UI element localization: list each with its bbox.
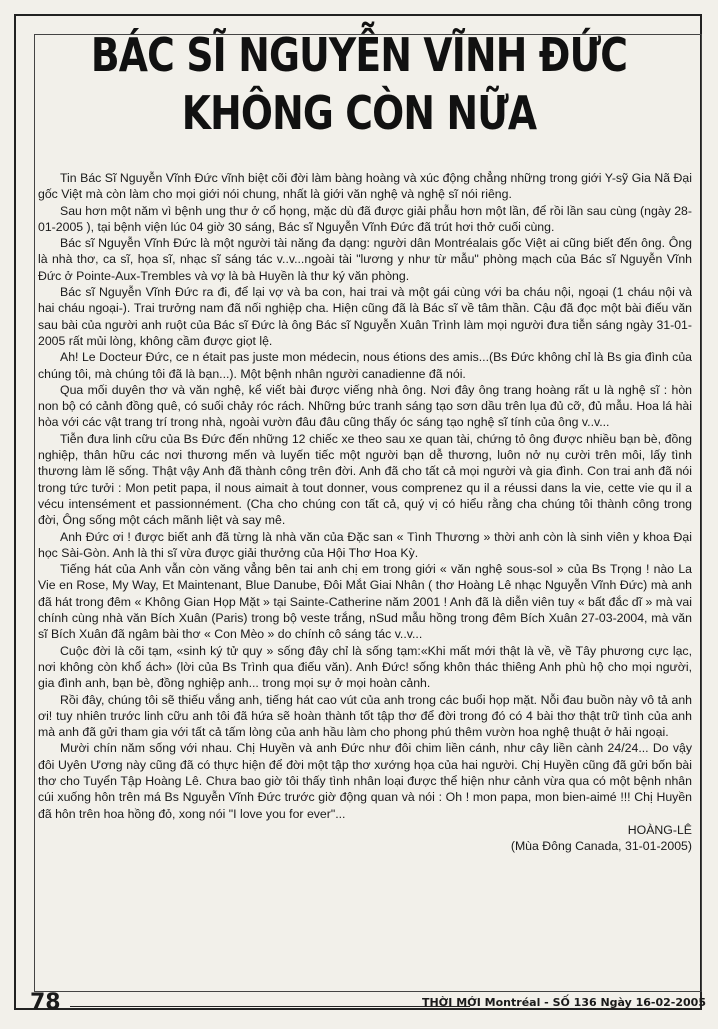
paragraph: Bác sĩ Nguyễn Vĩnh Đức là một người tài năng đa dạng: người dân Montréalais gốc Việt ai cũng biết đến ông. Ông là nhà thơ, ca sĩ, họa sĩ, nhạc sĩ sáng tác v..v...ngoài tài "lương y như từ mẫu" phòng mạch của Bác sĩ Nguyễn Vĩnh Đức ở Pointe-Aux-Trembles và vợ là bà Huyền là thư ký văn phòng. <box>38 236 692 283</box>
paragraph: Bác sĩ Nguyễn Vĩnh Đức ra đi, để lại vợ và ba con, hai trai và một gái cùng với ba cháu nội, ngoại (1 cháu nội và hai cháu ngoại-). Trai trưởng nam đã nối nghiệp cha. Hiện cũng đã là Bác sĩ về tâm thần. Cậu đã đọc một bài điếu văn sau bài của người anh ruột của Bác sĩ Đức là ông Bác sĩ Nguyễn Xuân Trình làm mọi người đưa tiễn sáng ngày 31-01-2005 rất mủi lòng, không cầm được giọt lệ. <box>38 285 692 348</box>
paragraph: Tin Bác Sĩ Nguyễn Vĩnh Đức vĩnh biệt cõi đời làm bàng hoàng và xúc động chẳng những trong giới Y-sỹ Gia Nã Đại gốc Việt mà còn làm cho mọi giới nói chung, nhất là giới văn nghệ và nghệ sĩ nói riêng. <box>38 171 692 202</box>
paragraph: Tiễn đưa linh cữu của Bs Đức đến những 12 chiếc xe theo sau xe quan tài, chứng tỏ ông được nhiều bạn bè, đồng nghiệp, thân hữu các nơi thương mến và luyến tiếc một người bạn dễ thương, luôn nở nụ cười trên môi, lấy tình thương làm lẽ sống. Thật vậy Anh đã thành công trên đời. Anh đã cho tất cả mọi người và gia đình. Con trai anh đã nói trong tức tưởi : Mon petit papa, il nous aimait à tout donner, vous comprenez qu il a réussi dans la vie, cette vie qu il a vécu intensément et passionnément. (Cha cho chúng con tất cả, quý vị có hiểu rằng cha chúng tôi thành công trong đời, Ông sống một cách mãnh liệt và say mê. <box>38 431 692 528</box>
article-body <box>38 170 692 854</box>
author-note: (Mùa Đông Canada, 31-01-2005) <box>510 839 692 854</box>
page-footer <box>30 990 710 1020</box>
paragraph: Tiếng hát của Anh vẫn còn văng vẳng bên tai anh chị em trong giới « văn nghệ sous-sol » của Bs Trọng ! nào La Vie en Rose, My Way, Et Maintenant, Blue Danube, Đôi Mắt Giai Nhân ( thơ Hoàng Lê nhạc Nguyễn Vĩnh Đức) mà anh đã hát trong đêm « Không Gian Họp Mặt » tại Sainte-Catherine năm 2001 ! Anh đã là diễn viên tuy « bất đắc dĩ » mà vai chính cùng nhà văn Bích Xuân (Paris) trong bộ veste trắng, nSud mẫu hồng trong đêm Bích Xuân 27-03-2004, mà văn sĩ Bích Xuân đã ngâm bài thơ « Con Mèo » do chính cô sáng tác v..v... <box>38 562 692 642</box>
paragraph: Mười chín năm sống với nhau. Chị Huyền và anh Đức như đôi chim liền cánh, như cây liền cành 24/24... Do vậy đôi Uyên Ương này cũng đã có thực hiện để đời một tập thơ xướng họa của hai người. Chị Huyền cũng đã gửi bốn bài thơ cho Tuyển Tập Hoàng Lê. Chưa bao giờ tôi thấy tình nhân loại được thể hiện như cảnh vừa qua có một bệnh nhân cúi xuống hôn trên má Bs Nguyễn Vĩnh Đức trước giờ động quan và nói : Oh ! mon papa, mon bien-aimé !!! Chị Huyền đã hôn trên hoa hồng đỏ, xong nói "I love you for ever"... <box>38 741 692 821</box>
title-line-1: BÁC SĨ NGUYỄN VĨNH ĐỨC <box>90 28 628 82</box>
publication-info: THỜI MỚI Montréal - SỐ 136 Ngày 16-02-2005 <box>421 996 706 1009</box>
author-name: HOÀNG-LÊ <box>627 822 692 837</box>
paragraph: Rồi đây, chúng tôi sẽ thiếu vắng anh, tiếng hát cao vút của anh trong các buổi họp mặt. Nỗi đau buồn này vô tả anh ơi! tuy nhiên trước linh cữu anh tôi đã hứa sẽ hoàn thành tốt tập thơ để đời trong đó có 4 bài thơ thật trữ tình của anh mà anh đã gửi tham gia với tất cả tấm lòng của anh hầu làm cho phong phú thêm vườn hoa nghệ thuật ở hải ngoại. <box>38 692 692 740</box>
title-line-2: KHÔNG CÒN NỮA <box>181 86 537 140</box>
footer-divider <box>70 1006 470 1007</box>
article-title <box>89 26 629 142</box>
paragraph: Sau hơn một năm vì bệnh ung thư ở cổ họng, mặc dù đã được giải phẫu hơn một lần, để rồi lần sau cùng (ngày 28-01-2005 ), tại bệnh viện lúc 04 giờ 30 sáng, Bác sĩ Nguyễn Vĩnh Đức đã trút hơi thở cuối cùng. <box>38 203 692 234</box>
paragraph: Cuộc đời là cõi tạm, «sinh ký tử quy » sống đây chỉ là sống tạm:«Khi mất mới thật là về, về Tây phương cực lạc, nơi không còn khổ ách» (lời của Bs Trình qua điếu văn). Anh Đức! sống khôn thác thiêng Anh phù hộ cho mọi người, gia đình anh, bạn bè, đồng nghiệp anh... trong mọi sự ở mọi hoàn cảnh. <box>38 643 692 691</box>
page-number: 78 <box>30 990 61 1015</box>
paragraph: Ah! Le Docteur Đức, ce n était pas juste mon médecin, nous étions des amis...(Bs Đức không chỉ là Bs gia đình của chúng tôi, mà chúng tôi đã là bạn...). Một bệnh nhân người canadienne đã nói. <box>38 350 692 381</box>
paragraph: Qua mối duyên thơ và văn nghệ, kể viết bài được viếng nhà ông. Nơi đây ông trang hoàng rất u là nghệ sĩ : hòn non bộ có cảnh đồng quê, có suối chảy róc rách. Những bức tranh sáng tạo sơn dầu trên lụa đủ cỡ, đủ mẫu. Hoa lá hài hòa với các vật trang trí trong nhà, ngoài vườn đâu đâu cũng thấy óc sáng tạo nghệ sĩ tính của ông v..v... <box>38 382 692 430</box>
paragraph: Anh Đức ơi ! được biết anh đã từng là nhà văn của Đặc san « Tình Thương » thời anh còn là sinh viên y khoa Đại học Sài-Gòn. Anh là thi sĩ vừa được giải thưởng của Hội Thơ Hoa Kỳ. <box>38 529 692 560</box>
